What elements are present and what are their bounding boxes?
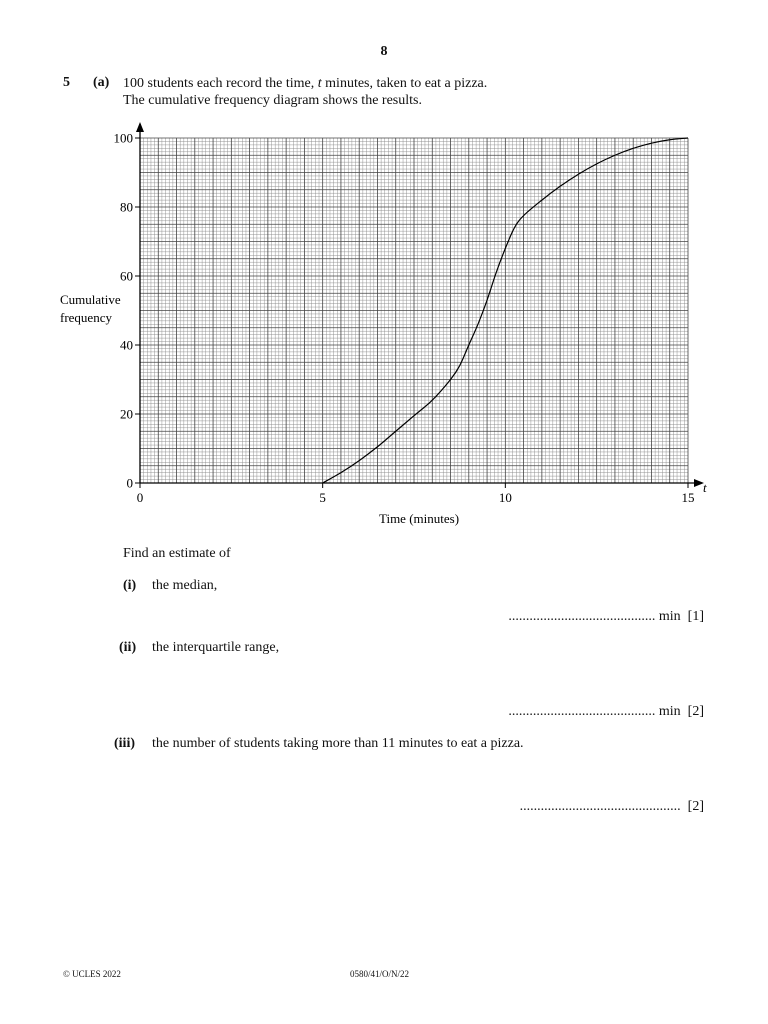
x-axis-symbol: t (703, 480, 707, 495)
answer-dots: .......................................... (508, 704, 656, 719)
question-part-label: (a) (93, 75, 110, 90)
time-variable: t (317, 76, 322, 91)
part-i-answer-line[interactable] (508, 609, 704, 625)
page-number: 8 (380, 44, 388, 59)
marks: [2] (687, 799, 704, 814)
y-axis-label-line1: Cumulative (60, 292, 121, 307)
y-axis-label-line2: frequency (60, 310, 112, 325)
marks: [1] (687, 609, 704, 624)
x-axis-label: Time (minutes) (378, 511, 460, 526)
part-ii-text: the interquartile range, (152, 640, 280, 655)
y-axis-arrow-icon (136, 122, 144, 132)
part-i-text: the median, (152, 578, 218, 593)
intro-line-1: 100 students each record the time, t minutes, taken to eat a pizza. (123, 76, 488, 91)
answer-unit: min (658, 609, 681, 624)
y-tick-label: 0 (126, 475, 133, 491)
answer-dots: .......................................... (508, 609, 656, 624)
y-tick-label: 40 (120, 337, 133, 353)
part-ii-answer-line[interactable] (508, 704, 704, 720)
y-tick-label: 20 (120, 406, 133, 422)
answer-unit: min (658, 704, 681, 719)
part-iii-text: the number of students taking more than 11 minutes to eat a pizza. (152, 736, 524, 751)
y-tick-label: 60 (120, 268, 133, 284)
question-number: 5 (63, 75, 70, 90)
tick-marks (135, 138, 688, 488)
part-iii-label: (iii) (114, 736, 135, 751)
x-tick-label: 5 (319, 490, 326, 505)
part-i-label: (i) (123, 578, 137, 593)
find-prompt: Find an estimate of (123, 546, 231, 561)
part-ii-label: (ii) (119, 640, 137, 655)
footer-paper-code: 0580/41/O/N/22 (350, 969, 410, 979)
x-tick-label: 15 (681, 490, 695, 505)
part-iii-answer-line[interactable] (520, 799, 704, 815)
x-tick-label: 0 (136, 490, 144, 505)
x-tick-label: 10 (498, 490, 512, 505)
footer-copyright: © UCLES 2022 (63, 969, 121, 979)
marks: [2] (687, 704, 704, 719)
intro-line-2: The cumulative frequency diagram shows the results. (123, 93, 422, 108)
y-tick-label: 80 (120, 199, 133, 215)
answer-dots: .............................................. (519, 799, 681, 814)
grid-major (140, 138, 688, 483)
y-tick-label: 100 (113, 130, 133, 146)
